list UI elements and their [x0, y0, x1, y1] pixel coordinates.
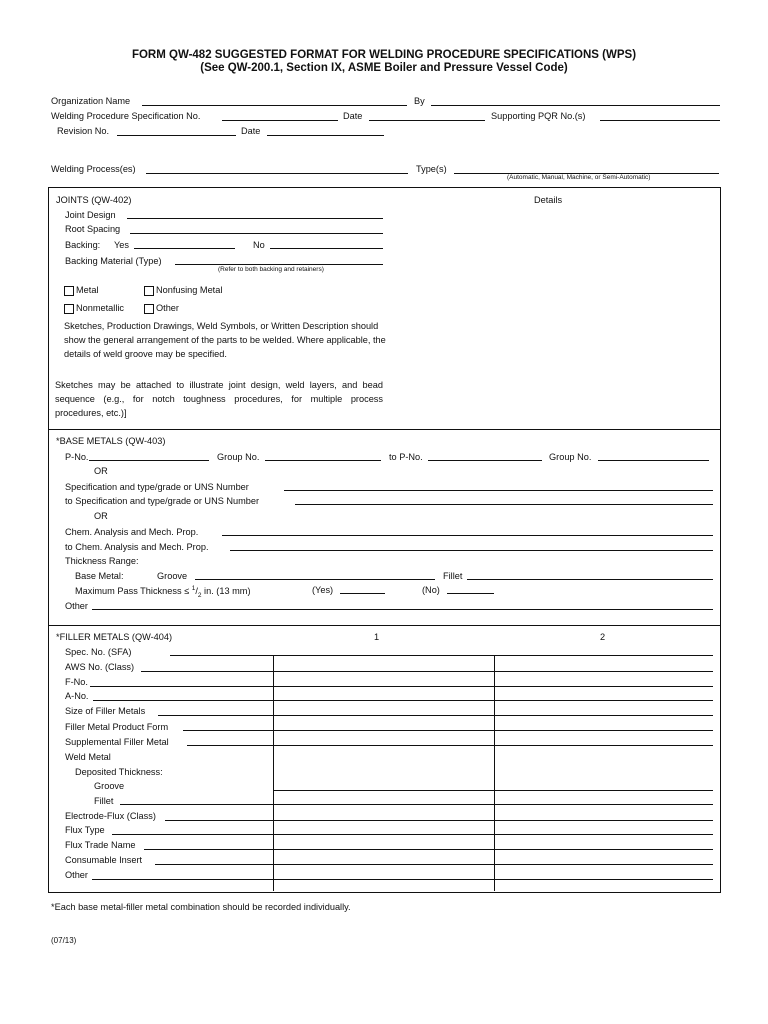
- revision-date-label: Date: [241, 126, 261, 136]
- spec-no-field[interactable]: [170, 655, 713, 656]
- wps-no-field[interactable]: [222, 120, 338, 121]
- revision-date-field[interactable]: [267, 135, 384, 136]
- filler-row-label: Size of Filler Metals: [65, 706, 146, 716]
- filler-col-1-header: 1: [374, 632, 380, 642]
- to-spec-type-grade-field[interactable]: [295, 504, 713, 505]
- groove-label: Groove: [157, 571, 188, 581]
- to-chem-analysis-label: to Chem. Analysis and Mech. Prop.: [65, 542, 209, 552]
- revision-no-field[interactable]: [117, 135, 236, 136]
- group-no-field[interactable]: [265, 460, 381, 461]
- nonmetallic-checkbox[interactable]: [64, 304, 74, 314]
- p-no-field[interactable]: [89, 460, 209, 461]
- filler-row-label: Groove: [94, 781, 125, 791]
- date-label: Date: [343, 111, 363, 121]
- chem-analysis-field[interactable]: [222, 535, 713, 536]
- or-label-1: OR: [94, 466, 108, 476]
- thickness-range-label: Thickness Range:: [65, 556, 139, 566]
- backing-material-field[interactable]: [175, 264, 383, 265]
- root-spacing-label: Root Spacing: [65, 224, 121, 234]
- nonmetallic-label: Nonmetallic: [76, 303, 124, 313]
- sketch-attach-note: Sketches may be attached to illustrate joint design, weld layers, and bead sequence (e.g., for notch toughness procedures, for multiple process procedures, etc.)]: [55, 380, 383, 418]
- spec-type-grade-label: Specification and type/grade or UNS Number: [65, 482, 249, 492]
- spec-type-grade-field[interactable]: [284, 490, 713, 491]
- joint-design-label: Joint Design: [65, 210, 116, 220]
- sketch-instructions: Sketches, Production Drawings, Weld Symbols, or Written Description should show the general arrangement of the parts to be welded. Where applicable, the details of weld groove may be specified.: [64, 321, 386, 359]
- metal-checkbox[interactable]: [64, 286, 74, 296]
- base-metals-heading: *BASE METALS (QW-403): [56, 436, 166, 446]
- f-no-field[interactable]: [90, 686, 713, 687]
- size-filler-field[interactable]: [158, 715, 713, 716]
- max-pass-no-label: (No): [422, 585, 440, 595]
- electrode-flux-field[interactable]: [165, 820, 713, 821]
- filler-other-field[interactable]: [92, 879, 713, 880]
- max-pass-yes-label: (Yes): [312, 585, 334, 595]
- filler-row-label: Spec. No. (SFA): [65, 647, 132, 657]
- max-pass-thickness-label: Maximum Pass Thickness ≤ $^1/_2$ in. (13 mm): [75, 585, 251, 599]
- backing-no-field[interactable]: [270, 248, 383, 249]
- organization-name-field[interactable]: [142, 105, 407, 106]
- base-metal-label: Base Metal:: [75, 571, 124, 581]
- filler-row-label: Consumable Insert: [65, 855, 143, 865]
- to-p-no-field[interactable]: [428, 460, 542, 461]
- base-other-label: Other: [65, 601, 88, 611]
- filler-row-label: Filler Metal Product Form: [65, 722, 169, 732]
- filler-row-label: A-No.: [65, 691, 89, 701]
- filler-row-label: Other: [65, 870, 88, 880]
- to-chem-analysis-field[interactable]: [230, 550, 713, 551]
- form-title: FORM QW-482 SUGGESTED FORMAT FOR WELDING PROCEDURE SPECIFICATIONS (WPS): [131, 49, 637, 61]
- filler-row-label: Supplemental Filler Metal: [65, 737, 169, 747]
- filler-col-2-header: 2: [600, 632, 606, 642]
- backing-label: Backing:: [65, 240, 101, 250]
- backing-yes-field[interactable]: [134, 248, 235, 249]
- filler-row-label: Deposited Thickness:: [75, 767, 163, 777]
- filler-row-label: Electrode-Flux (Class): [65, 811, 156, 821]
- consumable-insert-field[interactable]: [155, 864, 713, 865]
- backing-no-label: No: [253, 240, 265, 250]
- divider-joints-base: [48, 429, 721, 430]
- joints-heading: JOINTS (QW-402): [56, 195, 132, 205]
- joints-details-label: Details: [534, 195, 563, 205]
- filler-row-label: F-No.: [65, 677, 88, 687]
- root-spacing-field[interactable]: [130, 233, 383, 234]
- flux-trade-name-field[interactable]: [144, 849, 713, 850]
- other-checkbox[interactable]: [144, 304, 154, 314]
- chem-analysis-label: Chem. Analysis and Mech. Prop.: [65, 527, 199, 537]
- backing-note: (Refer to both backing and retainers): [218, 266, 324, 273]
- by-field[interactable]: [431, 105, 720, 106]
- base-other-field[interactable]: [92, 609, 713, 610]
- date-field[interactable]: [369, 120, 485, 121]
- or-label-2: OR: [94, 511, 108, 521]
- filler-row-label: AWS No. (Class): [65, 662, 135, 672]
- groove-field[interactable]: [195, 579, 435, 580]
- filler-row-label: Weld Metal: [65, 752, 111, 762]
- fillet-label: Fillet: [443, 571, 463, 581]
- metal-label: Metal: [76, 285, 99, 295]
- wps-no-label: Welding Procedure Specification No.: [51, 111, 201, 121]
- welding-processes-label: Welding Process(es): [51, 164, 136, 174]
- backing-yes-label: Yes: [114, 240, 129, 250]
- filler-grid-divider-2: [494, 655, 495, 891]
- organization-name-label: Organization Name: [51, 96, 131, 106]
- types-label: Type(s): [416, 164, 447, 174]
- to-p-no-label: to P-No.: [389, 452, 423, 462]
- nonfusing-metal-label: Nonfusing Metal: [156, 285, 223, 295]
- supporting-pqr-field[interactable]: [600, 120, 720, 121]
- group-no-2-label: Group No.: [549, 452, 592, 462]
- revision-no-label: Revision No.: [57, 126, 110, 136]
- by-label: By: [414, 96, 425, 106]
- aws-no-field[interactable]: [141, 671, 713, 672]
- group-no-2-field[interactable]: [598, 460, 709, 461]
- welding-processes-field[interactable]: [146, 173, 408, 174]
- filler-metals-heading: *FILLER METALS (QW-404): [56, 632, 173, 642]
- fillet-field[interactable]: [467, 579, 713, 580]
- filler-row-label: Fillet: [94, 796, 114, 806]
- nonfusing-metal-checkbox[interactable]: [144, 286, 154, 296]
- other-label: Other: [156, 303, 179, 313]
- backing-material-label: Backing Material (Type): [65, 256, 162, 266]
- to-spec-type-grade-label: to Specification and type/grade or UNS Number: [65, 496, 260, 506]
- types-note: (Automatic, Manual, Machine, or Semi-Automatic): [507, 174, 651, 181]
- fillet-thickness-field[interactable]: [120, 804, 713, 805]
- a-no-field[interactable]: [93, 700, 713, 701]
- filler-grid-divider-1: [273, 655, 274, 891]
- max-pass-no-field[interactable]: [447, 593, 494, 594]
- max-pass-yes-field[interactable]: [340, 593, 385, 594]
- p-no-label: P-No.: [65, 452, 89, 462]
- form-subtitle: (See QW-200.1, Section IX, ASME Boiler and Pressure Vessel Code): [200, 62, 568, 74]
- filler-row-label: Flux Type: [65, 825, 105, 835]
- supporting-pqr-label: Supporting PQR No.(s): [491, 111, 586, 121]
- divider-base-filler: [48, 625, 721, 626]
- form-revision: (07/13): [51, 936, 77, 945]
- groove-thickness-field[interactable]: [273, 790, 713, 791]
- footnote: *Each base metal-filler metal combination should be recorded individually.: [51, 902, 351, 912]
- filler-product-form-field[interactable]: [183, 730, 713, 731]
- group-no-label: Group No.: [217, 452, 260, 462]
- flux-type-field[interactable]: [112, 834, 713, 835]
- joint-design-field[interactable]: [127, 218, 383, 219]
- supplemental-filler-field[interactable]: [187, 745, 713, 746]
- filler-row-label: Flux Trade Name: [65, 840, 136, 850]
